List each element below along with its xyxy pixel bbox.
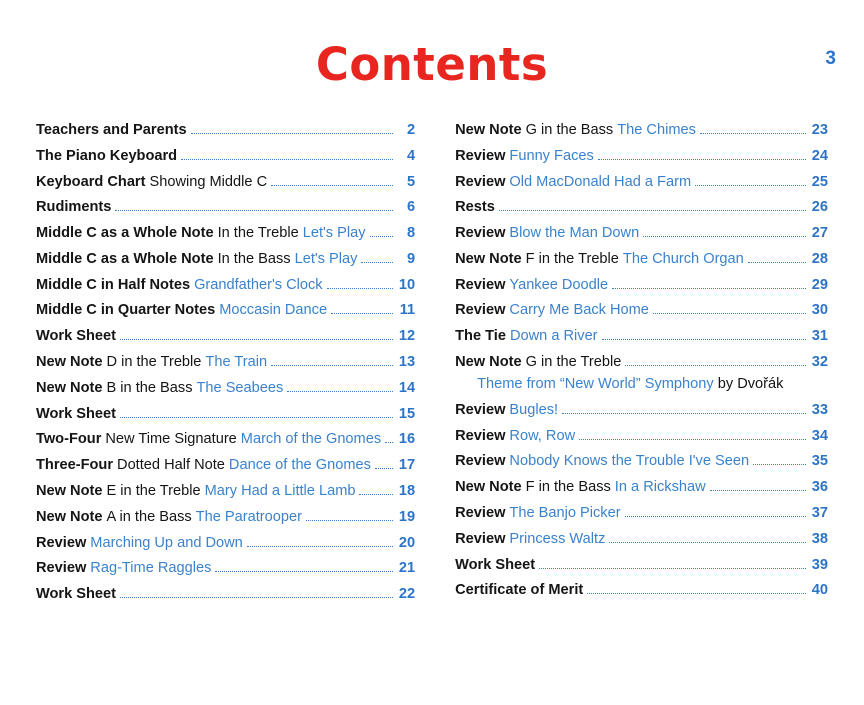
contents-entry[interactable] xyxy=(455,403,828,418)
contents-entry[interactable] xyxy=(455,278,828,293)
contents-entry-text xyxy=(455,278,608,293)
entry-subtitle: A in the Bass xyxy=(106,508,192,525)
contents-entry[interactable] xyxy=(36,200,415,215)
contents-entry[interactable] xyxy=(36,226,415,241)
contents-entry[interactable] xyxy=(455,175,828,190)
entry-page-number: 31 xyxy=(811,328,828,345)
entry-title: Review xyxy=(455,401,506,418)
entry-title: New Note xyxy=(36,379,103,396)
entry-title: Review xyxy=(36,534,87,551)
entry-page-number: 32 xyxy=(811,354,828,371)
contents-entry-text xyxy=(455,149,594,164)
entry-piece-title: Princess Waltz xyxy=(509,530,606,547)
entry-piece-title: Bugles! xyxy=(509,401,559,418)
entry-page-number: 22 xyxy=(398,586,416,603)
entry-piece-title: Funny Faces xyxy=(509,147,594,164)
contents-entry[interactable] xyxy=(36,252,415,267)
entry-piece-title: Blow the Man Down xyxy=(509,225,640,242)
entry-title: The Tie xyxy=(455,328,506,345)
contents-right-column xyxy=(445,123,828,613)
entry-title: New Note xyxy=(455,479,522,496)
contents-entry[interactable] xyxy=(455,583,828,598)
entry-title: Work Sheet xyxy=(36,405,117,422)
entry-title: Rests xyxy=(455,199,495,216)
leader-dots xyxy=(370,236,394,237)
entry-page-number: 25 xyxy=(811,173,828,190)
contents-entry-text xyxy=(455,480,706,495)
contents-entry-text xyxy=(36,484,355,499)
contents-entry[interactable] xyxy=(36,510,415,525)
contents-entry-text xyxy=(36,381,283,396)
leader-dots xyxy=(499,210,806,211)
entry-subtitle: F in the Treble xyxy=(525,250,619,267)
contents-entry[interactable] xyxy=(455,506,828,521)
contents-entry[interactable] xyxy=(455,252,828,267)
contents-entry-text xyxy=(455,355,621,370)
subline-piece-title: Theme from “New World” Symphony xyxy=(477,375,714,392)
contents-entry-text xyxy=(455,583,583,598)
entry-page-number: 24 xyxy=(811,147,828,164)
entry-piece-title: Rag-Time Raggles xyxy=(90,560,212,577)
entry-piece-title: Marching Up and Down xyxy=(90,534,243,551)
contents-entry[interactable] xyxy=(455,200,828,215)
contents-entry[interactable] xyxy=(36,484,415,499)
contents-entry[interactable] xyxy=(36,432,415,447)
entry-title: Work Sheet xyxy=(36,586,117,603)
entry-title: Middle C in Half Notes xyxy=(36,276,191,293)
leader-dots xyxy=(710,490,806,491)
entry-title: Review xyxy=(455,173,506,190)
entry-piece-title: Dance of the Gnomes xyxy=(228,457,371,474)
entry-page-number: 26 xyxy=(811,199,828,216)
contents-entry[interactable] xyxy=(36,587,415,602)
leader-dots xyxy=(120,597,393,598)
entry-page-number: 13 xyxy=(398,354,416,371)
entry-piece-title: Down a River xyxy=(509,328,598,345)
entry-title: Work Sheet xyxy=(455,556,536,573)
leader-dots xyxy=(625,516,806,517)
leader-dots xyxy=(748,262,806,263)
contents-entry-text xyxy=(455,303,649,318)
entry-title: Review xyxy=(36,560,87,577)
entry-page-number: 37 xyxy=(811,504,828,521)
entry-piece-title: The Chimes xyxy=(617,122,696,138)
entry-page-number: 19 xyxy=(398,508,416,525)
leader-dots xyxy=(271,365,393,366)
contents-entry-text xyxy=(36,458,371,473)
entry-piece-title: Mary Had a Little Lamb xyxy=(204,482,356,499)
leader-dots xyxy=(191,133,394,134)
contents-page xyxy=(0,38,864,705)
contents-entry-text xyxy=(455,454,749,469)
leader-dots xyxy=(385,442,393,443)
entry-title: Work Sheet xyxy=(36,328,117,345)
leader-dots xyxy=(643,236,806,237)
entry-subtitle: Dotted Half Note xyxy=(117,457,225,474)
contents-entry[interactable] xyxy=(455,329,828,344)
leader-dots xyxy=(120,417,393,418)
entry-piece-title: The Church Organ xyxy=(622,250,744,267)
contents-entry-subline xyxy=(477,376,828,392)
page-number: 3 xyxy=(825,48,836,69)
entry-title: Review xyxy=(455,147,506,164)
contents-entry-text xyxy=(455,558,535,573)
entry-page-number: 14 xyxy=(398,379,416,396)
leader-dots xyxy=(602,339,806,340)
entry-piece-title: The Seabees xyxy=(196,379,284,396)
entry-subtitle: In the Bass xyxy=(217,250,291,267)
entry-title: Two-Four xyxy=(36,431,102,448)
contents-left-column xyxy=(36,123,421,613)
entry-piece-title: March of the Gnomes xyxy=(240,431,382,448)
entry-page-number: 34 xyxy=(811,427,828,444)
entry-page-number: 36 xyxy=(811,479,828,496)
entry-page-number: 5 xyxy=(407,173,416,190)
entry-title: Certificate of Merit xyxy=(455,582,584,599)
leader-dots xyxy=(181,159,393,160)
contents-entry[interactable] xyxy=(455,558,828,573)
entry-title: Three-Four xyxy=(36,457,114,474)
contents-entry[interactable] xyxy=(36,561,415,576)
entry-title: Review xyxy=(455,302,506,319)
entry-page-number: 20 xyxy=(398,534,416,551)
entry-page-number: 11 xyxy=(399,302,416,319)
contents-entry[interactable] xyxy=(36,355,415,370)
contents-entry[interactable] xyxy=(455,454,828,469)
leader-dots xyxy=(695,185,806,186)
entry-page-number: 6 xyxy=(407,199,416,216)
contents-entry-text xyxy=(36,252,357,267)
leader-dots xyxy=(598,159,806,160)
leader-dots xyxy=(359,494,393,495)
leader-dots xyxy=(271,185,393,186)
leader-dots xyxy=(247,546,393,547)
entry-page-number: 16 xyxy=(398,431,416,448)
entry-title: Rudiments xyxy=(36,199,112,216)
contents-entry-text xyxy=(36,536,243,551)
contents-entry-text xyxy=(455,175,691,190)
entry-title: New Note xyxy=(36,508,103,525)
entry-page-number: 21 xyxy=(398,560,416,577)
entry-page-number: 10 xyxy=(398,276,416,293)
contents-entry-text xyxy=(36,587,116,602)
entry-piece-title: The Banjo Picker xyxy=(509,504,621,521)
contents-entry[interactable] xyxy=(455,429,828,444)
entry-subtitle: New Time Signature xyxy=(105,431,237,448)
entry-subtitle: E in the Treble xyxy=(106,482,201,499)
entry-piece-title: Nobody Knows the Trouble I've Seen xyxy=(509,453,750,470)
entry-piece-title: Let's Play xyxy=(302,225,366,242)
contents-columns xyxy=(0,123,864,613)
entry-page-number: 29 xyxy=(811,276,828,293)
entry-piece-title: Old MacDonald Had a Farm xyxy=(509,173,692,190)
contents-entry-text xyxy=(455,123,696,138)
contents-entry[interactable] xyxy=(36,303,415,318)
leader-dots xyxy=(215,571,393,572)
entry-page-number: 12 xyxy=(398,328,416,345)
contents-entry-text xyxy=(455,403,558,418)
contents-entry-text xyxy=(36,278,323,293)
entry-title: Keyboard Chart xyxy=(36,173,146,190)
entry-title: Middle C in Quarter Notes xyxy=(36,302,216,319)
entry-page-number: 35 xyxy=(811,453,828,470)
contents-entry-text xyxy=(36,561,211,576)
entry-page-number: 28 xyxy=(811,250,828,267)
contents-entry-text xyxy=(455,532,605,547)
contents-entry[interactable] xyxy=(36,536,415,551)
leader-dots xyxy=(327,288,394,289)
entry-piece-title: The Train xyxy=(205,354,268,371)
contents-entry-text xyxy=(36,329,116,344)
entry-subtitle: G in the Bass xyxy=(525,122,614,138)
contents-entry-text xyxy=(36,175,267,190)
entry-title: The Piano Keyboard xyxy=(36,147,178,164)
contents-entry[interactable] xyxy=(455,226,828,241)
contents-entry-text xyxy=(36,303,327,318)
contents-entry[interactable] xyxy=(455,355,828,370)
contents-entry[interactable] xyxy=(36,407,415,422)
leader-dots xyxy=(612,288,806,289)
leader-dots xyxy=(120,339,393,340)
subline-composer: by Dvořák xyxy=(717,375,784,392)
entry-title: New Note xyxy=(36,354,103,371)
contents-entry-text xyxy=(36,407,116,422)
contents-entry-text xyxy=(36,123,187,138)
contents-entry-text xyxy=(455,226,639,241)
contents-entry[interactable] xyxy=(36,458,415,473)
contents-entry[interactable] xyxy=(455,149,828,164)
entry-title: New Note xyxy=(36,482,103,499)
entry-page-number: 33 xyxy=(811,401,828,418)
entry-title: Review xyxy=(455,427,506,444)
leader-dots xyxy=(331,313,393,314)
entry-piece-title: Carry Me Back Home xyxy=(509,302,649,319)
contents-entry-text xyxy=(36,510,302,525)
entry-title: Teachers and Parents xyxy=(36,122,187,138)
contents-entry-text xyxy=(455,252,744,267)
entry-title: Review xyxy=(455,530,506,547)
leader-dots xyxy=(587,593,806,594)
contents-entry-text xyxy=(36,200,111,215)
entry-title: New Note xyxy=(455,354,522,371)
entry-title: Middle C as a Whole Note xyxy=(36,250,214,267)
leader-dots xyxy=(306,520,393,521)
contents-entry-text xyxy=(36,355,267,370)
contents-entry[interactable] xyxy=(36,329,415,344)
entry-page-number: 38 xyxy=(811,530,828,547)
entry-piece-title: The Paratrooper xyxy=(195,508,302,525)
entry-title: Middle C as a Whole Note xyxy=(36,225,214,242)
contents-entry[interactable] xyxy=(36,175,415,190)
entry-page-number: 9 xyxy=(407,250,416,267)
contents-entry-text xyxy=(455,329,597,344)
entry-page-number: 30 xyxy=(811,302,828,319)
entry-page-number: 2 xyxy=(407,122,416,138)
leader-dots xyxy=(539,568,806,569)
entry-page-number: 39 xyxy=(811,556,828,573)
entry-title: New Note xyxy=(455,122,522,138)
leader-dots xyxy=(609,542,806,543)
leader-dots xyxy=(375,468,393,469)
leader-dots xyxy=(287,391,393,392)
entry-page-number: 17 xyxy=(398,457,416,474)
entry-piece-title: Grandfather's Clock xyxy=(194,276,323,293)
entry-page-number: 15 xyxy=(398,405,416,422)
contents-entry-text xyxy=(455,200,495,215)
contents-entry-text xyxy=(36,226,366,241)
entry-title: Review xyxy=(455,504,506,521)
leader-dots xyxy=(625,365,806,366)
entry-subtitle: B in the Bass xyxy=(106,379,193,396)
entry-page-number: 27 xyxy=(811,225,828,242)
entry-subtitle: Showing Middle C xyxy=(149,173,268,190)
entry-piece-title: Row, Row xyxy=(509,427,576,444)
entry-page-number: 4 xyxy=(407,147,416,164)
leader-dots xyxy=(700,133,806,134)
entry-title: Review xyxy=(455,276,506,293)
leader-dots xyxy=(115,210,393,211)
entry-subtitle: In the Treble xyxy=(217,225,299,242)
contents-entry[interactable] xyxy=(455,123,828,138)
entry-title: Review xyxy=(455,453,506,470)
entry-title: New Note xyxy=(455,250,522,267)
leader-dots xyxy=(653,313,806,314)
entry-piece-title: Yankee Doodle xyxy=(509,276,609,293)
contents-entry[interactable] xyxy=(455,303,828,318)
contents-entry-text xyxy=(36,149,177,164)
entry-piece-title: Let's Play xyxy=(294,250,358,267)
contents-entry[interactable] xyxy=(455,532,828,547)
entry-subtitle: F in the Bass xyxy=(525,479,611,496)
contents-entry-text xyxy=(455,506,620,521)
entry-piece-title: Moccasin Dance xyxy=(219,302,328,319)
entry-page-number: 40 xyxy=(811,582,828,599)
contents-entry-text xyxy=(455,429,575,444)
contents-entry[interactable] xyxy=(455,480,828,495)
leader-dots xyxy=(562,413,806,414)
entry-subtitle: G in the Treble xyxy=(525,354,622,371)
entry-page-number: 8 xyxy=(407,225,416,242)
entry-page-number: 23 xyxy=(811,122,828,138)
entry-piece-title: In a Rickshaw xyxy=(614,479,706,496)
contents-entry[interactable] xyxy=(36,278,415,293)
contents-entry[interactable] xyxy=(36,149,415,164)
entry-page-number: 18 xyxy=(398,482,416,499)
leader-dots xyxy=(579,439,806,440)
entry-subtitle: D in the Treble xyxy=(106,354,202,371)
leader-dots xyxy=(753,464,806,465)
contents-entry-text xyxy=(36,432,381,447)
contents-entry[interactable] xyxy=(36,381,415,396)
entry-title: Review xyxy=(455,225,506,242)
contents-entry[interactable] xyxy=(36,123,415,138)
leader-dots xyxy=(361,262,393,263)
page-title: Contents xyxy=(315,38,549,91)
